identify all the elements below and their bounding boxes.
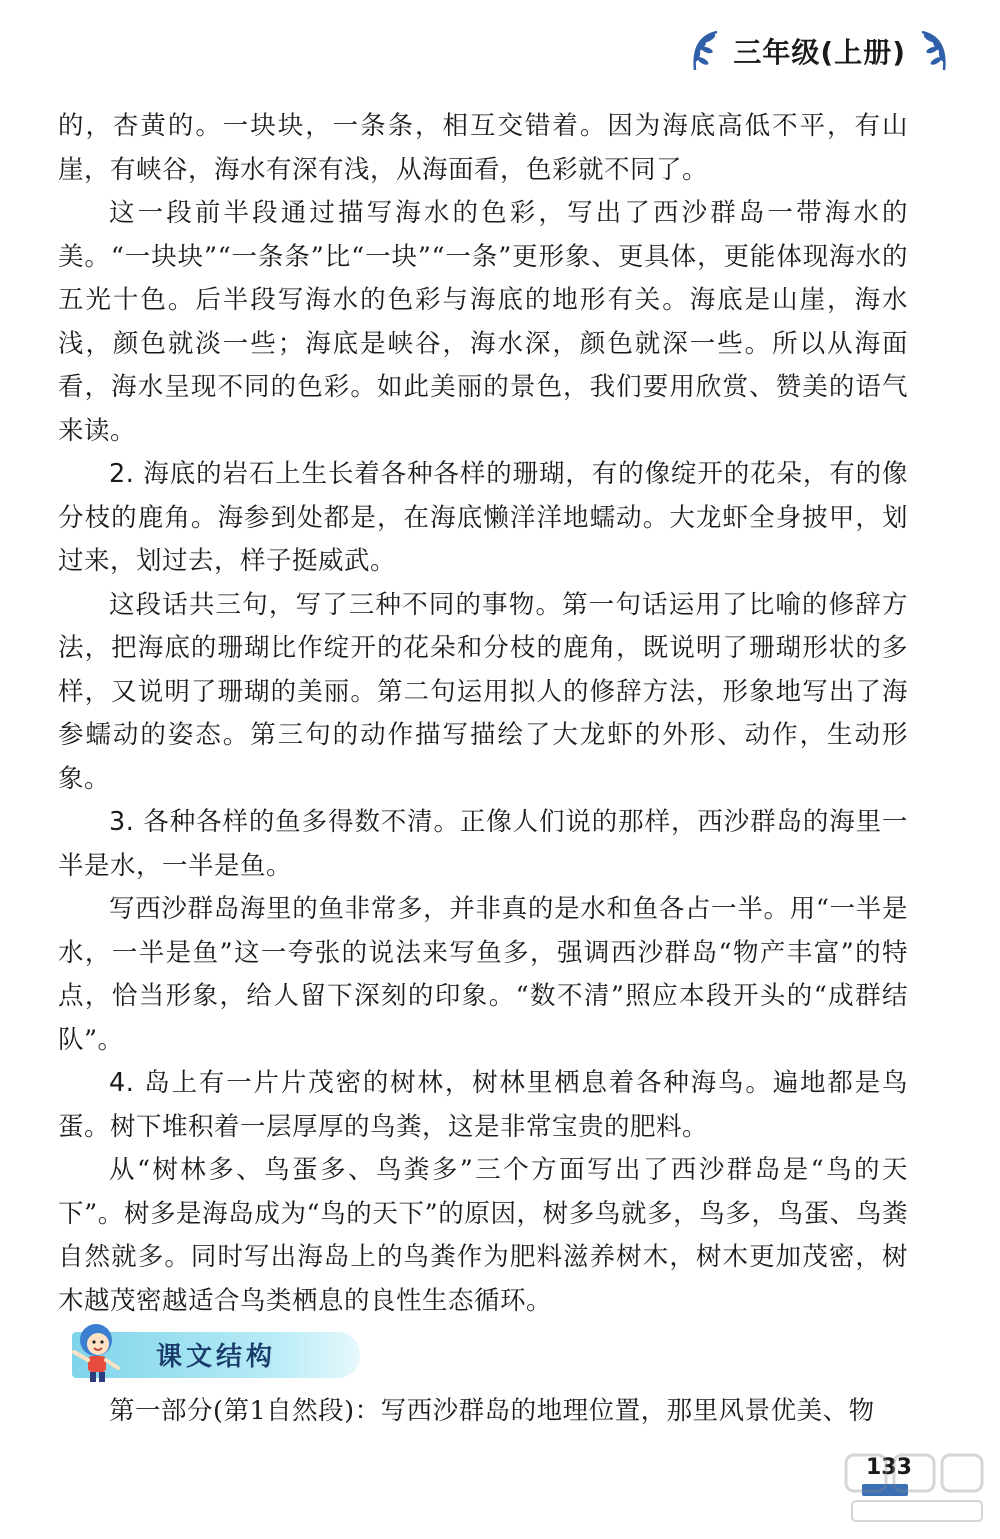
section-title: 课文结构 [156,1342,277,1372]
section-banner [62,1318,362,1382]
paragraph: 的，杏黄的。一块块，一条条，相互交错着。因为海底高低不平，有山崖，有峡谷，海水有深有浅，从海面看，色彩就不同了。 [58,111,908,185]
structure-text [58,1390,908,1434]
paragraph: 3. 各种各样的鱼多得数不清。正像人们说的那样，西沙群岛的海里一半是水，一半是鱼。 [58,807,908,881]
paragraph: 从“树林多、鸟蛋多、鸟粪多”三个方面写出了西沙群岛是“鸟的天下”。树多是海岛成为“鸟的天下”的原因，树多鸟就多，鸟多，鸟蛋、鸟粪自然就多。同时写出海岛上的鸟粪作为肥料滋养树木，树木更加茂密，树木越茂密越适合鸟类栖息的良性生态循环。 [58,1155,908,1316]
cartoon-kid-icon [62,1318,142,1386]
grade-label: 三年级(上册) [733,36,906,69]
paragraph: 2. 海底的岩石上生长着各种各样的珊瑚，有的像绽开的花朵，有的像分枝的鹿角。海参到处都是，在海底懒洋洋地蠕动。大龙虾全身披甲，划过来，划过去，样子挺威武。 [58,459,908,576]
watermark-logo-icon [842,1449,992,1529]
page-number: 133 [866,1455,912,1480]
paragraph: 第一部分(第1自然段)：写西沙群岛的地理位置，那里风景优美、物 [109,1396,875,1426]
page-header [689,28,950,74]
body-text [58,105,908,1323]
paragraph: 这一段前半段通过描写海水的色彩，写出了西沙群岛一带海水的美。“一块块”“一条条”比“一块”“一条”更形象、更具体，更能体现海水的五光十色。后半段写海水的色彩与海底的地形有关。海底是山崖，海水浅，颜色就淡一些；海底是峡谷，海水深，颜色就深一些。所以从海面看，海水呈现不同的色彩。如此美丽的景色，我们要用欣赏、赞美的语气来读。 [58,198,908,446]
paragraph: 写西沙群岛海里的鱼非常多，并非真的是水和鱼各占一半。用“一半是水，一半是鱼”这一夸张的说法来写鱼多，强调西沙群岛“物产丰富”的特点，恰当形象，给人留下深刻的印象。“数不清”照应本段开头的“成群结队”。 [58,894,908,1055]
leaf-ornament-left-icon [689,28,723,74]
leaf-ornament-right-icon [916,28,950,74]
paragraph: 4. 岛上有一片片茂密的树林，树林里栖息着各种海鸟。遍地都是鸟蛋。树下堆积着一层厚厚的鸟粪，这是非常宝贵的肥料。 [58,1068,908,1142]
paragraph: 这段话共三句，写了三种不同的事物。第一句话运用了比喻的修辞方法，把海底的珊瑚比作绽开的花朵和分枝的鹿角，既说明了珊瑚形状的多样，又说明了珊瑚的美丽。第二句运用拟人的修辞方法，形象地写出了海参蠕动的姿态。第三句的动作描写描绘了大龙虾的外形、动作，生动形象。 [58,589,908,794]
